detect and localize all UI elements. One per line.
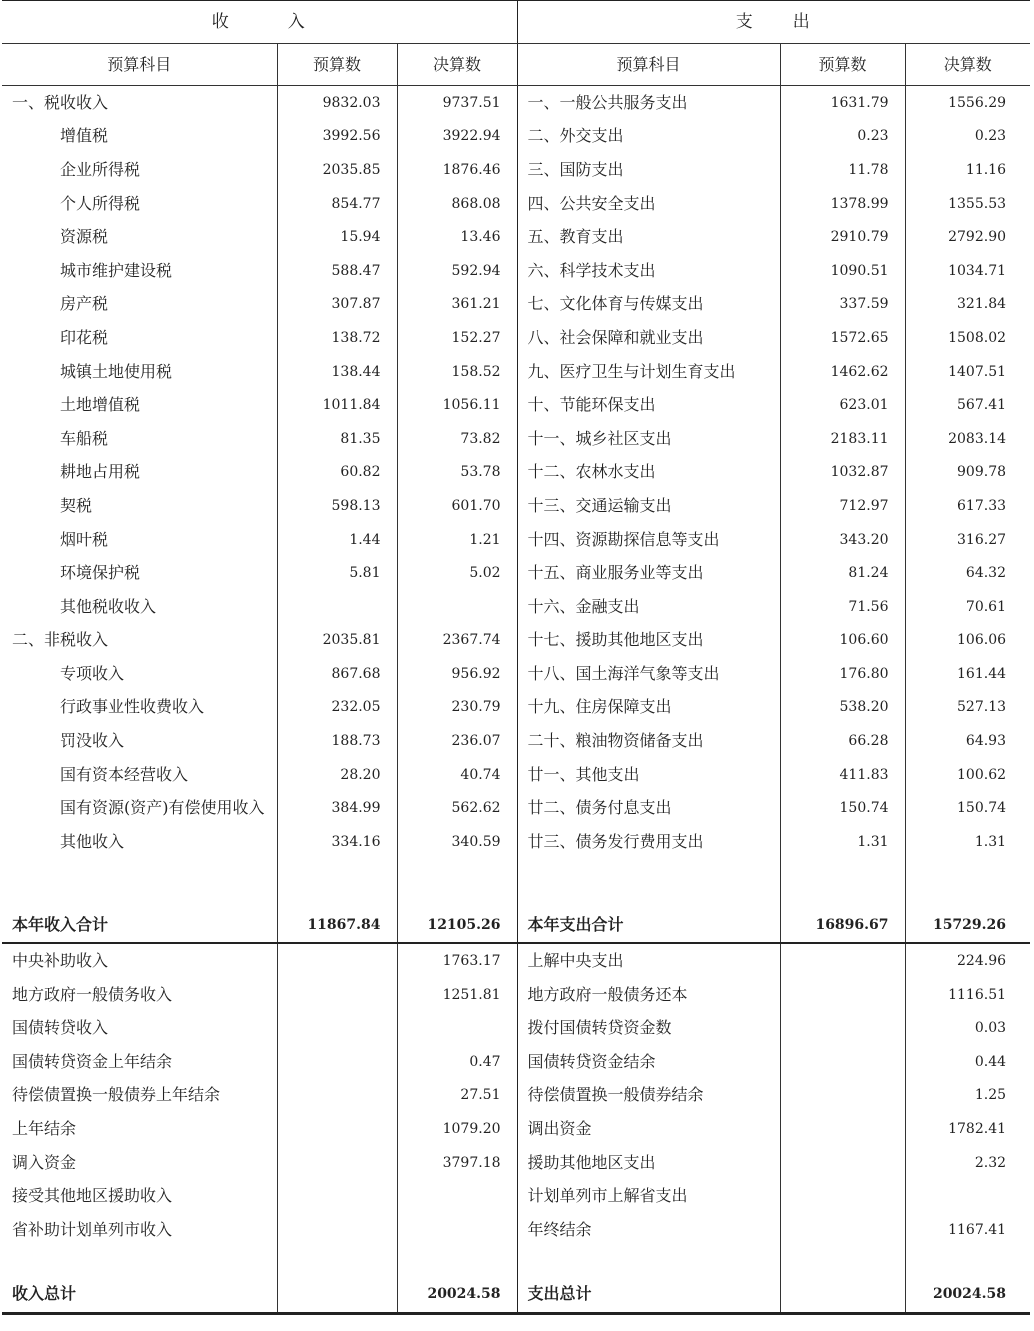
expense-budget-value: 623.01 [780,388,905,422]
expense-item-name: 六、科学技术支出 [517,254,780,288]
expense-final-value: 321.84 [957,296,1007,313]
expense-final-value: 2083.14 [948,430,1007,447]
expense-year-total-label: 本年支出合计 [517,909,780,944]
income-final-value: 3922.94 [397,120,517,154]
empty-cell [905,859,1030,909]
expense-budget-value: 81.24 [780,556,905,590]
income-final-header: 决算数 [397,44,517,86]
table-row [2,153,1030,187]
income-item-name: 企业所得税 [2,153,277,187]
expense-item-name: 十七、援助其他地区支出 [517,624,780,658]
expense-item-name: 十、节能环保支出 [517,388,780,422]
empty-cell [277,1247,397,1276]
income-budget-value: 60.82 [277,456,397,490]
income-budget-value: 5.81 [277,556,397,590]
column-header-row [2,44,1030,86]
expense-item-name: 廿三、债务发行费用支出 [517,825,780,859]
income-item-name: 接受其他地区援助收入 [2,1179,277,1213]
table-row [2,388,1030,422]
expense-item-name: 调出资金 [517,1112,780,1146]
income-budget-value: 854.77 [277,187,397,221]
expense-item-name: 待偿债置换一般债券结余 [517,1079,780,1113]
table-row [2,657,1030,691]
income-item-name: 行政事业性收费收入 [2,691,277,725]
expense-item-name: 二十、粮油物资储备支出 [517,724,780,758]
income-final-value: 73.82 [397,422,517,456]
table-row [2,1112,1030,1146]
income-budget-value [277,978,397,1012]
income-final-value: 868.08 [397,187,517,221]
income-section-header: 收 入 [2,1,517,44]
expense-grand-total-final: 20024.58 [905,1276,1030,1314]
income-budget-value: 1.44 [277,523,397,557]
spacer-row [2,1247,1030,1276]
revenue-expenditure-table [2,0,1030,1315]
income-item-name: 烟叶税 [2,523,277,557]
expense-budget-value [780,943,905,978]
expense-final-value: 0.23 [974,128,1007,145]
empty-cell [397,859,517,909]
expense-final-value: 224.96 [957,953,1007,970]
table-row [2,422,1030,456]
expense-budget-value: 2910.79 [780,220,905,254]
expense-budget-value: 712.97 [780,489,905,523]
expense-budget-value: 2183.11 [780,422,905,456]
table-row [2,724,1030,758]
income-final-value [397,1213,517,1247]
income-final-value: 1763.17 [397,943,517,978]
empty-cell [517,859,780,909]
expense-subject-header: 预算科目 [517,44,780,86]
expense-final-value: 1034.71 [948,262,1007,279]
expense-budget-value: 1631.79 [780,86,905,120]
income-final-value: 0.47 [397,1045,517,1079]
expense-budget-header: 预算数 [780,44,905,86]
income-final-value: 40.74 [397,758,517,792]
expense-budget-value: 106.60 [780,624,905,658]
empty-cell [517,1247,780,1276]
income-final-value: 1056.11 [397,388,517,422]
expense-budget-value [780,1045,905,1079]
income-budget-value [277,1146,397,1180]
income-item-name: 省补助计划单列市收入 [2,1213,277,1247]
income-item-name: 调入资金 [2,1146,277,1180]
expense-final-value: 1508.02 [948,329,1007,346]
expense-budget-value [780,1011,905,1045]
income-budget-header: 预算数 [277,44,397,86]
income-item-name: 印花税 [2,321,277,355]
expense-final-value: 1355.53 [948,195,1007,212]
income-budget-value [277,1179,397,1213]
income-item-name: 待偿债置换一般债券上年结余 [2,1079,277,1113]
income-budget-value [277,1011,397,1045]
expense-item-name: 上解中央支出 [517,943,780,978]
expense-grand-total-label: 支出总计 [517,1276,780,1314]
expense-final-value: 316.27 [957,531,1007,548]
expense-budget-value [780,1213,905,1247]
income-budget-value [277,590,397,624]
table-row [2,321,1030,355]
income-budget-value [277,1045,397,1079]
expense-budget-value [780,1179,905,1213]
income-budget-value: 384.99 [277,791,397,825]
expense-final-value: 161.44 [957,665,1007,682]
income-final-value: 1251.81 [397,978,517,1012]
expense-final-value: 64.93 [965,733,1007,750]
table-row [2,220,1030,254]
budget-final-accounts-table [2,0,1030,1331]
income-final-value [397,1011,517,1045]
expense-final-value: 100.62 [957,766,1007,783]
income-final-value [397,590,517,624]
income-item-name: 城市维护建设税 [2,254,277,288]
expense-year-total-budget: 16896.67 [780,909,905,944]
expense-item-name: 九、医疗卫生与计划生育支出 [517,355,780,389]
income-final-value: 361.21 [397,288,517,322]
table-row [2,456,1030,490]
expense-budget-value: 1572.65 [780,321,905,355]
table-row [2,489,1030,523]
expense-final-value: 1116.51 [948,986,1007,1003]
expense-final-value: 11.16 [965,161,1007,178]
table-row [2,120,1030,154]
expense-final-value: 64.32 [965,565,1007,582]
section-header-row [2,1,1030,44]
table-row [2,758,1030,792]
expense-final-value: 1.31 [974,833,1007,850]
expense-item-name: 五、教育支出 [517,220,780,254]
income-item-name: 环境保护税 [2,556,277,590]
income-item-name: 其他税收收入 [2,590,277,624]
income-grand-total-budget [277,1276,397,1314]
expense-budget-value: 0.23 [780,120,905,154]
income-item-name: 其他收入 [2,825,277,859]
expense-grand-total-budget [780,1276,905,1314]
expense-section-header: 支 出 [517,1,1030,44]
expense-final-value: 106.06 [957,632,1007,649]
income-final-value: 230.79 [397,691,517,725]
expense-item-name: 国债转贷资金结余 [517,1045,780,1079]
income-final-value: 13.46 [397,220,517,254]
income-budget-value: 9832.03 [277,86,397,120]
expense-final-value: 70.61 [965,598,1007,615]
empty-cell [397,1247,517,1276]
income-year-total-final: 12105.26 [397,909,517,944]
income-grand-total-label: 收入总计 [2,1276,277,1314]
income-item-name: 资源税 [2,220,277,254]
expense-item-name: 三、国防支出 [517,153,780,187]
income-item-name: 城镇土地使用税 [2,355,277,389]
income-budget-value: 138.72 [277,321,397,355]
expense-budget-value: 66.28 [780,724,905,758]
expense-budget-value: 71.56 [780,590,905,624]
income-final-value: 1079.20 [397,1112,517,1146]
income-item-name: 二、非税收入 [2,624,277,658]
expense-item-name: 地方政府一般债务还本 [517,978,780,1012]
expense-final-value: 1.25 [974,1087,1007,1104]
income-budget-value: 138.44 [277,355,397,389]
table-row [2,1146,1030,1180]
income-budget-value: 307.87 [277,288,397,322]
income-budget-value [277,943,397,978]
table-row [2,943,1030,978]
income-final-value: 152.27 [397,321,517,355]
table-row [2,1213,1030,1247]
spacer-row [2,859,1030,909]
income-final-value: 5.02 [397,556,517,590]
expense-final-value [905,1179,1030,1213]
income-item-name: 中央补助收入 [2,943,277,978]
income-budget-value: 598.13 [277,489,397,523]
expense-item-name: 拨付国债转贷资金数 [517,1011,780,1045]
expense-budget-value: 411.83 [780,758,905,792]
expense-final-value: 0.44 [974,1053,1007,1070]
income-item-name: 国有资源(资产)有偿使用收入 [2,791,277,825]
income-budget-value: 28.20 [277,758,397,792]
income-final-value: 956.92 [397,657,517,691]
expense-item-name: 七、文化体育与传媒支出 [517,288,780,322]
income-budget-value: 81.35 [277,422,397,456]
income-final-value: 2367.74 [397,624,517,658]
expense-budget-value: 538.20 [780,691,905,725]
income-budget-value: 232.05 [277,691,397,725]
empty-cell [905,1247,1030,1276]
income-final-value: 9737.51 [397,86,517,120]
table-row [2,1179,1030,1213]
expense-budget-value: 337.59 [780,288,905,322]
expense-budget-value: 150.74 [780,791,905,825]
income-item-name: 房产税 [2,288,277,322]
table-row [2,86,1030,120]
table-row [2,355,1030,389]
expense-final-value: 1782.41 [948,1121,1007,1138]
income-item-name: 国债转贷资金上年结余 [2,1045,277,1079]
expense-budget-value: 1090.51 [780,254,905,288]
expense-item-name: 十四、资源勘探信息等支出 [517,523,780,557]
empty-cell [2,859,277,909]
expense-final-value: 527.13 [957,699,1007,716]
expense-item-name: 计划单列市上解省支出 [517,1179,780,1213]
income-budget-value: 188.73 [277,724,397,758]
income-budget-value: 2035.85 [277,153,397,187]
expense-budget-value: 1032.87 [780,456,905,490]
empty-cell [780,859,905,909]
expense-final-value: 1407.51 [948,363,1007,380]
expense-final-value: 0.03 [974,1020,1007,1037]
expense-final-header: 决算数 [905,44,1030,86]
empty-cell [780,1247,905,1276]
expense-item-name: 廿二、债务付息支出 [517,791,780,825]
expense-final-value: 2.32 [974,1154,1007,1171]
expense-item-name: 十五、商业服务业等支出 [517,556,780,590]
income-final-value: 53.78 [397,456,517,490]
expense-final-value: 567.41 [957,397,1007,414]
income-budget-value [277,1112,397,1146]
income-final-value: 1876.46 [397,153,517,187]
income-budget-value: 588.47 [277,254,397,288]
income-budget-value: 15.94 [277,220,397,254]
expense-item-name: 十六、金融支出 [517,590,780,624]
income-item-name: 专项收入 [2,657,277,691]
expense-budget-value: 1378.99 [780,187,905,221]
income-final-value: 601.70 [397,489,517,523]
income-final-value: 27.51 [397,1079,517,1113]
expense-item-name: 一、一般公共服务支出 [517,86,780,120]
income-budget-value [277,1079,397,1113]
income-budget-value: 334.16 [277,825,397,859]
expense-item-name: 十三、交通运输支出 [517,489,780,523]
table-row [2,1011,1030,1045]
income-budget-value: 867.68 [277,657,397,691]
income-budget-value: 2035.81 [277,624,397,658]
income-item-name: 一、税收收入 [2,86,277,120]
expense-final-value: 909.78 [957,464,1007,481]
table-row [2,288,1030,322]
income-budget-value: 1011.84 [277,388,397,422]
income-item-name: 个人所得税 [2,187,277,221]
income-final-value: 592.94 [397,254,517,288]
year-total-row [2,909,1030,944]
expense-item-name: 四、公共安全支出 [517,187,780,221]
income-item-name: 土地增值税 [2,388,277,422]
expense-budget-value [780,1146,905,1180]
income-item-name: 车船税 [2,422,277,456]
income-final-value: 3797.18 [397,1146,517,1180]
expense-item-name: 十九、住房保障支出 [517,691,780,725]
expense-final-value: 1556.29 [948,94,1007,111]
expense-item-name: 年终结余 [517,1213,780,1247]
expense-item-name: 二、外交支出 [517,120,780,154]
income-item-name: 地方政府一般债务收入 [2,978,277,1012]
expense-item-name: 十一、城乡社区支出 [517,422,780,456]
income-item-name: 增值税 [2,120,277,154]
table-row [2,1045,1030,1079]
income-final-value: 340.59 [397,825,517,859]
expense-item-name: 廿一、其他支出 [517,758,780,792]
table-row [2,691,1030,725]
income-item-name: 国债转贷收入 [2,1011,277,1045]
empty-cell [277,859,397,909]
expense-item-name: 十二、农林水支出 [517,456,780,490]
expense-final-value: 2792.90 [948,229,1007,246]
expense-final-value: 1167.41 [948,1221,1007,1238]
table-row [2,624,1030,658]
income-item-name: 耕地占用税 [2,456,277,490]
income-item-name: 契税 [2,489,277,523]
income-subject-header: 预算科目 [2,44,277,86]
expense-budget-value: 343.20 [780,523,905,557]
income-item-name: 上年结余 [2,1112,277,1146]
income-final-value [397,1179,517,1213]
income-budget-value [277,1213,397,1247]
expense-item-name: 援助其他地区支出 [517,1146,780,1180]
income-final-value: 236.07 [397,724,517,758]
expense-year-total-final: 15729.26 [905,909,1030,944]
expense-budget-value [780,1112,905,1146]
expense-item-name: 八、社会保障和就业支出 [517,321,780,355]
table-row [2,187,1030,221]
income-item-name: 罚没收入 [2,724,277,758]
expense-budget-value: 176.80 [780,657,905,691]
expense-budget-value: 1.31 [780,825,905,859]
expense-budget-value: 1462.62 [780,355,905,389]
income-budget-value: 3992.56 [277,120,397,154]
income-item-name: 国有资本经营收入 [2,758,277,792]
grand-total-row [2,1276,1030,1314]
expense-final-value: 150.74 [957,800,1007,817]
table-row [2,556,1030,590]
table-row [2,590,1030,624]
income-final-value: 562.62 [397,791,517,825]
expense-final-value: 617.33 [957,497,1007,514]
table-row [2,825,1030,859]
income-year-total-budget: 11867.84 [277,909,397,944]
table-row [2,254,1030,288]
empty-cell [2,1247,277,1276]
expense-budget-value: 11.78 [780,153,905,187]
income-year-total-label: 本年收入合计 [2,909,277,944]
table-row [2,978,1030,1012]
table-row [2,523,1030,557]
income-grand-total-final: 20024.58 [397,1276,517,1314]
table-row [2,791,1030,825]
table-row [2,1079,1030,1113]
income-final-value: 158.52 [397,355,517,389]
expense-item-name: 十八、国土海洋气象等支出 [517,657,780,691]
expense-budget-value [780,1079,905,1113]
income-final-value: 1.21 [397,523,517,557]
expense-budget-value [780,978,905,1012]
